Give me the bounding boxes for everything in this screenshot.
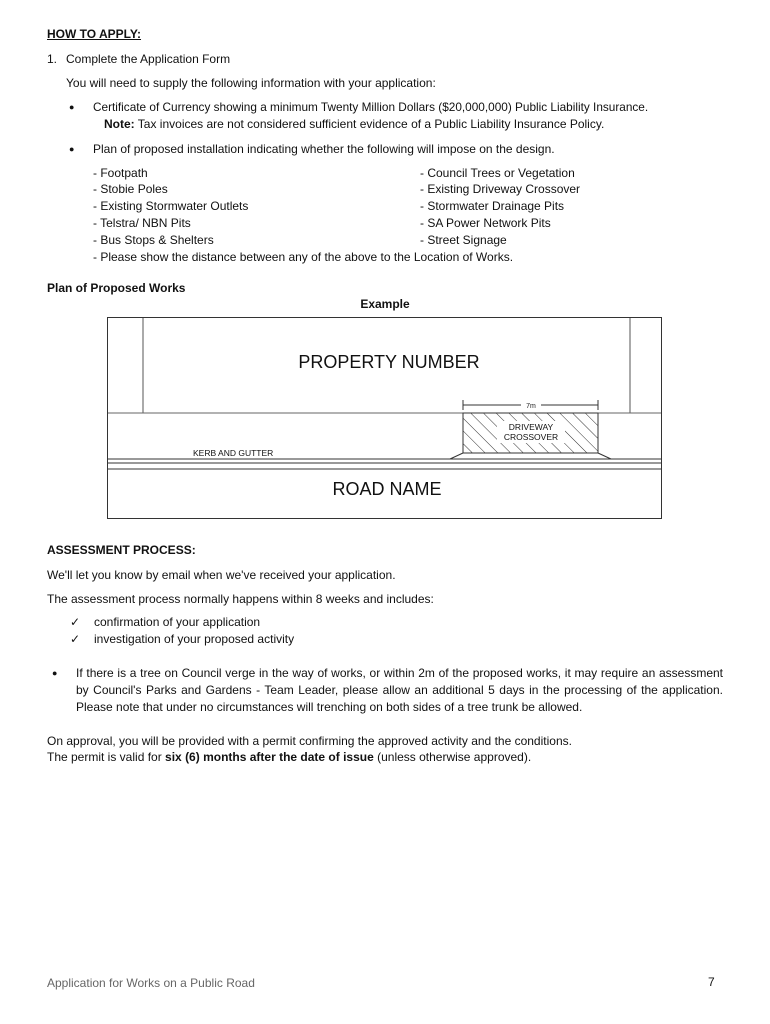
- email-notice: We'll let you know by email when we've received your application.: [47, 568, 396, 582]
- list-item: - Council Trees or Vegetation: [420, 166, 575, 180]
- list-item: - Footpath: [93, 166, 148, 180]
- bullet-icon: ●: [69, 144, 75, 154]
- checkmark-icon: ✓: [70, 615, 81, 629]
- validity-prefix: The permit is valid for: [47, 750, 166, 764]
- note-label: Note:: [104, 117, 135, 131]
- list-item: - SA Power Network Pits: [420, 216, 551, 230]
- insurance-note: [104, 116, 604, 132]
- footer-title: Application for Works on a Public Road: [47, 976, 255, 990]
- dimension-label: 7m: [526, 403, 536, 410]
- intro-text: You will need to supply the following information with your application:: [66, 76, 436, 90]
- validity-period: six (6) months after the date of issue: [165, 750, 374, 764]
- checkmark-icon: ✓: [70, 632, 81, 646]
- step-title: Complete the Application Form: [66, 52, 231, 66]
- example-label: Example: [360, 297, 410, 311]
- property-number-label: PROPERTY NUMBER: [298, 352, 480, 372]
- site-plan-diagram: [107, 317, 663, 521]
- list-item: - Bus Stops & Shelters: [93, 233, 214, 247]
- driveway-label-line2: CROSSOVER: [503, 432, 559, 442]
- validity-suffix: (unless otherwise approved).: [373, 750, 532, 764]
- tree-assessment-paragraph: If there is a tree on Council verge in the way of works, or within 2m of the proposed works, it may require an assessment by Council's Parks and Gardens - Team Leader, please allow an additional 5 days in the processing of the application. Please note that under no circumstances will trenching on both sides of a tree trunk be allowed.: [76, 666, 723, 714]
- list-item: - Existing Driveway Crossover: [420, 182, 581, 196]
- step-number: 1.: [47, 52, 58, 66]
- list-item: - Street Signage: [420, 233, 507, 247]
- list-item: - Stormwater Drainage Pits: [420, 199, 565, 213]
- list-item: - Stobie Poles: [93, 182, 168, 196]
- plan-requirement: Plan of proposed installation indicating whether the following will impose on the design.: [93, 142, 555, 156]
- list-item: - Telstra/ NBN Pits: [93, 216, 191, 230]
- driveway-label-line1: DRIVEWAY: [508, 422, 554, 432]
- bullet-icon: ●: [69, 102, 75, 112]
- approval-text: On approval, you will be provided with a permit confirming the approved activity and the conditions.: [47, 734, 572, 748]
- list-item: - Existing Stormwater Outlets: [93, 199, 249, 213]
- distance-note: - Please show the distance between any of the above to the Location of Works.: [93, 250, 514, 264]
- insurance-requirement: Certificate of Currency showing a minimum Twenty Million Dollars ($20,000,000) Public Liability Insurance.: [93, 100, 649, 114]
- permit-validity: [47, 749, 531, 765]
- assessment-heading: ASSESSMENT PROCESS:: [47, 543, 196, 557]
- kerb-gutter-label: KERB AND GUTTER: [193, 448, 274, 458]
- check-item: confirmation of your application: [94, 615, 261, 629]
- bullet-icon: ●: [52, 668, 58, 678]
- check-item: investigation of your proposed activity: [94, 632, 295, 646]
- how-to-apply-heading: HOW TO APPLY:: [47, 27, 142, 41]
- page-number: 7: [708, 975, 715, 989]
- road-name-label: ROAD NAME: [332, 479, 442, 499]
- plan-heading: Plan of Proposed Works: [47, 281, 186, 295]
- assessment-timeframe: The assessment process normally happens within 8 weeks and includes:: [47, 592, 434, 606]
- note-text: Tax invoices are not considered sufficient evidence of a Public Liability Insurance Policy.: [137, 117, 605, 131]
